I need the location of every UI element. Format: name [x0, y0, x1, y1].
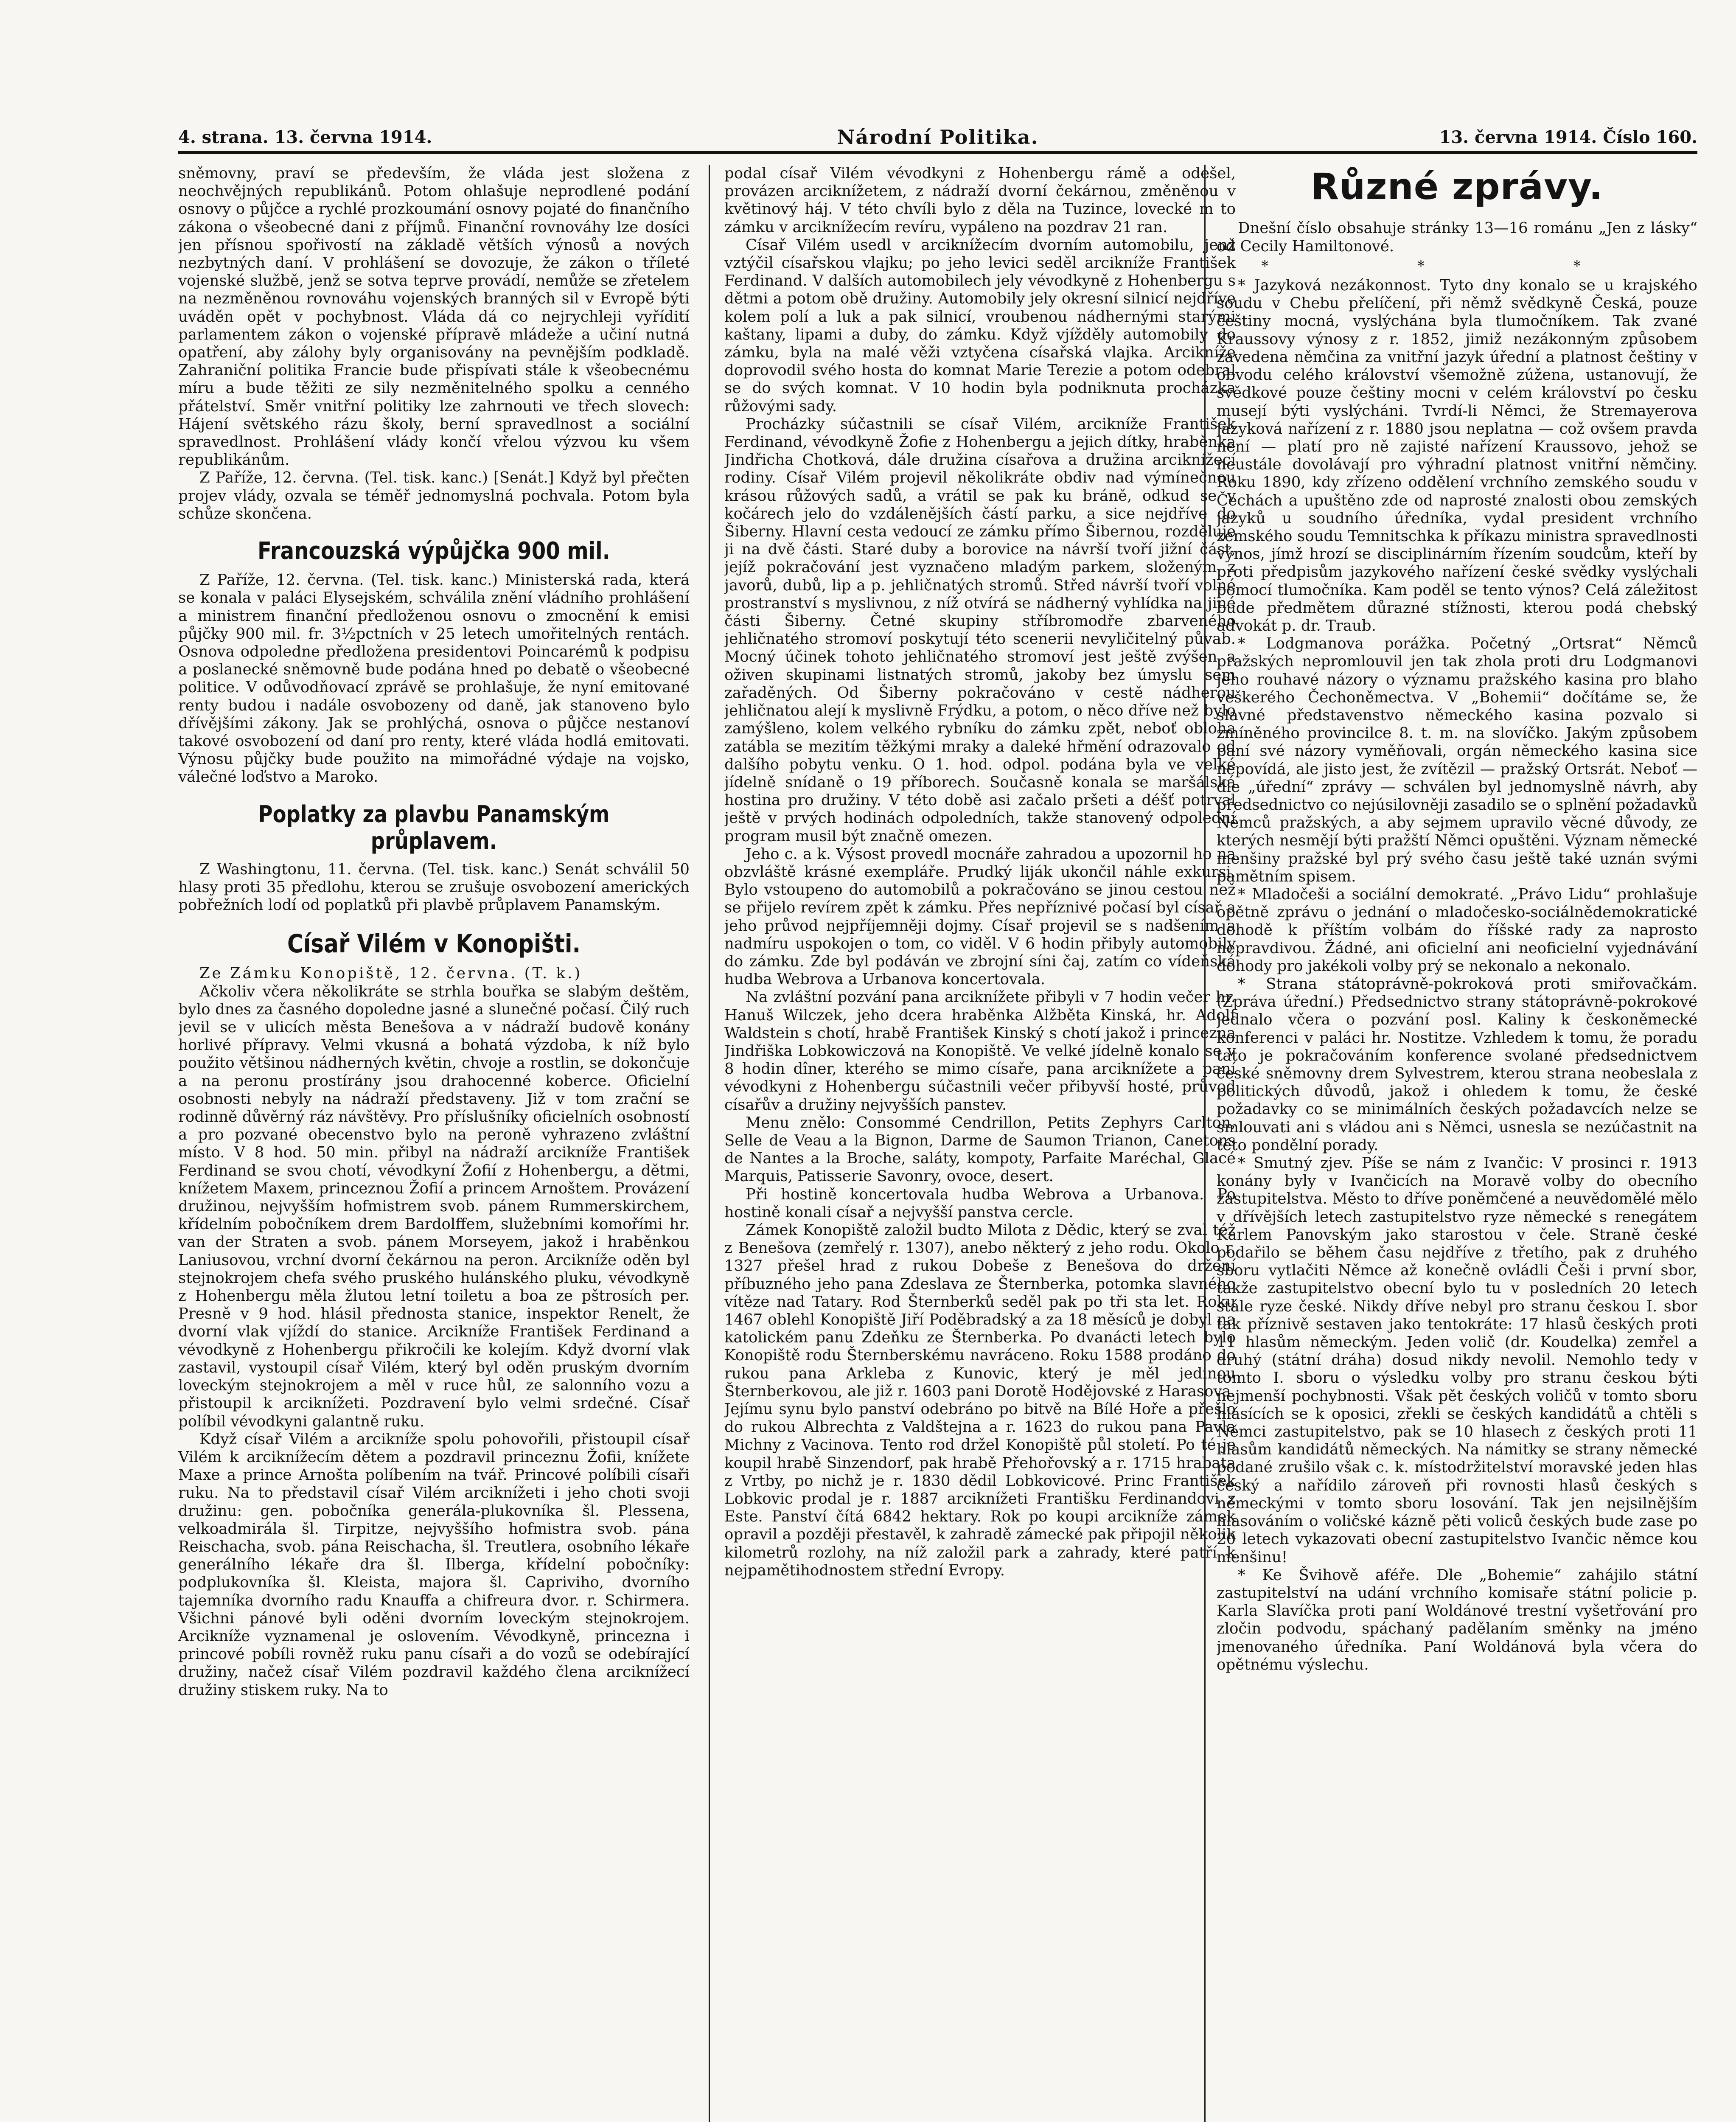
article-paragraph: Na zvláštní pozvání pana arciknížete přibyli v 7 hodin večer hr. Hanuš Wilczek, jeho dcera hraběnka Alžběta Kinská, hr. Adolf Waldstein s chotí, hrabě František Kinský s chotí jakož i princezna Jindřiška Lobkowiczová na Konopiště. Ve velké jídelně konalo se v 8 hodin dîner, kterého se mimo císaře, pana arciknížete a paní vévodkyni z Hohenbergu súčastnili večer přibyvší hosté, průvod císařův a družiny nejvyšších panstev. [724, 988, 1236, 1114]
article-paragraph: Jeho c. a k. Výsost provedl mocnáře zahradou a upozornil ho na obzvláště krásné exempláře. Prudký liják ukončil náhle exkursi. Bylo vstoupeno do automobilů a pokračováno se jinou cestou než se přijelo revírem zpět k zámku. Přes nepříznivé počasí byl císař a jeho průvod nejpříjemněji dojmy. Císař projevil se s nadšením a nadmíru uspokojen o tom, co viděl. V 6 hodin přibyly automobily do zámku. Zde byl podáván ve zbrojní síni čaj, zatím co vídeňská hudba Webrova a Urbanova koncertovala. [724, 845, 1236, 988]
column-3 [1217, 165, 1697, 2122]
column-divider [709, 165, 710, 2122]
newspaper-title: Národní Politika. [837, 126, 1039, 149]
article-paragraph: Když císař Vilém a arcikníže spolu pohovořili, přistoupil císař Vilém k arciknížecím dětem a pozdravil princeznu Žofii, knížete Maxe a prince Arnošta políbením na tvář. Princové políbili císaři ruku. Na to představil císař Vilém arciknížeti i jeho choti svoji družinu: gen. pobočníka generála-plukovníka šl. Plessena, velkoadmirála šl. Tirpitze, nejvyššího hofmistra svob. pána Reischacha, svob. pána Reischacha, šl. Treutlera, osobního lékaře generálního lékaře dra šl. Ilberga, křídelní pobočníky: podplukovníka šl. Kleista, majora šl. Capriviho, dvorního tajemníka dvorního radu Knauffa a chifreura dvor. r. Schirmera. Všichni pánové byli oděni dvorním loveckým stejnokrojem. Arcikníže vyznamenal je oslovením. Vévodkyně, princezna i princové pobíli rovněž ruku panu císaři a do vozů se odebírající družiny, načež císař Vilém pozdravil každého člena arciknížecí družiny stiskem ruky. Na to [178, 1430, 690, 1699]
article-paragraph: Z Paříže, 12. června. (Tel. tisk. kanc.) Ministerská rada, která se konala v paláci Elysejském, schválila znění vládního prohlášení a ministrem finanční předloženou osnovu o zmocnění k emisi půjčky 900 mil. fr. 3½pctních v 25 letech umořitelných rentách. Osnova odpoledne předložena presidentovi Poincarémů k podpisu a poslanecké sněmovně bude podána hned po debatě o všeobecné politice. V odůvodňovací zprávě se prohlašuje, že nyní emitované renty budou i nadále osvobozeny od daně, jak stanoveno bylo dřívějšími zákony. Jak se prohlýchá, osnova o půjčce nestanoví takové osvobození od daní pro renty, které vláda hodlá emitovati. Výnosu půjčky bude použito na mimořádné výdaje na vojsko, válečné loďstvo a Maroko. [178, 571, 690, 786]
article-paragraph: Dnešní číslo obsahuje stránky 13—16 románu „Jen z lásky“ od Cecily Hamiltonové. [1217, 219, 1697, 255]
page-number-date: 4. strana. 13. června 1914. [178, 127, 432, 147]
news-item: * Smutný zjev. Píše se nám z Ivančic: V prosinci r. 1913 konány byly v Ivančicích na Moravě volby do obecního zastupitelstva. Město to dříve poněmčené a neuvědomělé mělo v dřívějších letech zastupitelstvo ryze německé s renegátem Karlem Panovským jako starostou v čele. Straně české podařilo se během času nejdříve z třetího, pak z druhého sboru vytlačiti Němce až konečně ovládli Češi i první sbor, takže zastupitelstvo obecní bylo tu v posledních 20 letech stále ryze české. Nikdy dříve nebyl pro stranu českou I. sbor tak příznivě sestaven jako tentokráte: 17 hlasů českých proti 11 hlasům německým. Jeden volič (dr. Koudelka) zemřel a druhý (státní dráha) dosud nikdy nevolil. Nemohlo tedy v tomto I. sboru o výsledku volby pro stranu českou býti nejmenší pochybnosti. Však pět českých voličů v tomto sboru hlásících se k oposici, zřekli se českých kandidátů a chtěli s Němci zastupitelstvo, pak se 10 hlasech z českých proti 11 hlasům kandidátů německých. Na námitky se strany německé podané zrušilo však c. k. místodržitelství moravské jeden hlas český a nařídilo zároveň při rovnosti hlasů českých s německými v tomto sboru losování. Tak jen nejsilnějším hlasováním o voličské kázně pěti voliců českých bude zase po 20 letech vykazovati obecní zastupitelstvo Ivančic němce kou menšinu! [1217, 1154, 1697, 1566]
news-item: * Lodgmanova porážka. Početný „Ortsrat“ Němců pražských nepromlouvil jen tak zhola proti dru Lodgmanovi jeho rouhavé názory o významu pražského kasina pro blaho veškerého Čechoněmectva. V „Bohemii“ dočítáme se, že slavné představenstvo německého kasina pozvalo si zmíněného provincilce 8. t. m. na slovíčko. Jakým způsobem paní své názory vyměňovali, orgán německého kasina sice nepovídá, ale jisto jest, že zvítězil — pražský Ortsrát. Neboť — dle „úřední“ zprávy — schválen byl jednomyslně návrh, aby předsednictvo co nejúsilovněji zasadilo se o splnění požadavků Němců pražských, a aby sejmem upravilo věcné důvody, ze kterých nesmějí býti pražští Němci opuštěni. Význam německé menšiny pražské byl prý svého času ještě také uznán svými pamětním spisem. [1217, 635, 1697, 885]
section-heading: Různé zprávy. [1311, 166, 1603, 208]
article-paragraph: Menu znělo: Consommé Cendrillon, Petits Zephyrs Carlton, Selle de Veau a la Bignon, Darme de Saumon Trianon, Canetons de Nantes a la Broche, saláty, kompoty, Parfaite Maréchal, Glacé Marquis, Patisserie Savonry, ovoce, desert. [724, 1114, 1236, 1185]
news-item: * Mladočeši a sociální demokraté. „Právo Lidu“ prohlašuje opětně zprávu o jednání o mladočesko-sociálnědemokratické dohodě k příštím volbám do říšské rady za naprosto nepravdivou. Žádné, ani oficielní ani neoficielní vyjednávání dohody pro jakékoli volby prý se nekonalo a nekonalo. [1217, 885, 1697, 975]
article-heading: Poplatky za plavbu Panamským průplavem. [258, 800, 610, 855]
page-header [178, 126, 1697, 154]
news-item: * Jazyková nezákonnost. Tyto dny konalo se u krajského soudu v Chebu přelíčení, při němž svědkyně Česká, pouze češtiny mocná, vyslýchána byla tlumočníkem. Tak zvané Kraussovy výnosy z r. 1852, jimiž nezákonným způsobem zavedena němčina za vnitřní jazyk úřední a platnost češtiny v obvodu celého království všemožně zúžena, ustanovují, že svědkové pouze češtiny mocni v celém království po česku musejí býti vyslýcháni. Tvrdí-li Němci, že Stremayerova jazyková nařízení z r. 1880 jsou neplatna — což ovšem pravda není — platí pro ně zajisté nařízení Kraussovo, jehož se neustále dovolávají pro výhradní platnost vnitřní němčiny. Roku 1890, kdy zřízeno oddělení vrchního zemského soudu v Čechách a upuštěno zde od naprosté znalosti obou zemských jazyků u soudního úředníka, vydal president vrchního zemského soudu Temnitschka k příkazu ministra spravedlnosti výnos, jímž hrozí se disciplinárním řízením soudcům, kteří by proti předpisům jazykového nařízení české svědky vyslýchali pomocí tlumočníka. Kam poděl se tento výnos? Celá záležitost bude předmětem důrazné stížnosti, kterou podá chebský advokát p. dr. Traub. [1217, 277, 1697, 634]
article-paragraph: sněmovny, praví se především, že vláda jest složena z neochvějných republikánů. Potom ohlašuje neprodlené podání osnovy o půjčce a rychlé prozkoumání osnovy pojaté do finančního zákona o všeobecné dani z příjmů. Finanční rovnováhy lze dosíci jen přísnou spořivostí na základě větších výnosů a nových nezbytných daní. V prohlášení se dovozuje, že zákon o tříleté vojenské službě, jenž se sotva teprve provádí, nemůže se zřetelem na nezměněnou rovnováhu vojenských branných sil v Evropě býti uváděn opět v pochybnost. Vláda dá co nejrychleji vyřídití parlamentem zákon o vojenské přípravě mládeže a učiní nutná opatření, aby zálohy byly organisovány na pevnějším podkladě. Zahraniční politika Francie bude přispívati stále k všeobecnému míru a bude těžiti ze sily nezměnitelného spolku a cenného přátelství. Směr vnitřní politiky lze zahrnouti ve třech slovech: Hájení světského rázu školy, berní spravedlnost a sociální spravedlnost. Prohlášení vlády končí vřelou výzvou ku všem republikánům. [178, 165, 690, 469]
column-1 [178, 165, 690, 2122]
article-heading: Císař Vilém v Konopišti. [287, 929, 581, 959]
article-paragraph: Při hostině koncertovala hudba Webrova a Urbanova. Po hostině konali císař a nejvyšší panstva cercle. [724, 1185, 1236, 1221]
article-paragraph: podal císař Vilém vévodkyni z Hohenbergu rámě a odešel, provázen arciknížetem, z nádraží dvorní čekárnou, změněnou v květinový háj. V této chvíli bylo z děla na Tuzince, lovecké m to zámku v arciknížecím revíru, vypáleno na pozdrav 21 ran. [724, 165, 1236, 236]
article-paragraph: Ačkoliv včera několikráte se strhla bouřka se slabým deštěm, bylo dnes za časného dopoledne jasné a slunečné počasí. Čilý ruch jevil se v ulicích města Benešova a v nádraží budově konány horlivé přípravy. Velmi vkusná a bohatá výzdoba, k níž bylo použito většinou nádherných květin, chvoje a rostlin, se dokončuje a na peronu prostírány jsou drahocenné koberce. Oficielní osobnosti nebyly na nádraží představeny. Již v tom zrační se rodinně důvěrný ráz návštěvy. Pro příslušníky oficielních osobností a pro pozvané obecenstvo bylo na peroně vyhrazeno zvláštní místo. V 8 hod. 50 min. přibyl na nádraží arcikníže František Ferdinand se svou chotí, vévodkyní Žofií z Hohenbergu, a dětmi, knížetem Maxem, princeznou Žofií a princem Arnoštem. Provázení družinou, nejvyšším hofmistrem svob. pánem Rummerskirchem, křídelním pobočníkem drem Bardolffem, služebními komořími hr. van der Straten a svob. pánem Morseyem, jakož i hraběnkou Laniusovou, vrchní dvorní čekárnou na peron. Arcikníže oděn byl stejnokrojem chefa svého pruského hulánského pluku, vévodkyně z Hohenbergu měla žlutou letní toiletu a boa ze pštrosích per. Presně v 9 hod. hlásil přednosta stanice, inspektor Renelt, že dvorní vlak vjíždí do stanice. Arcikníže František Ferdinand a vévodkyně z Hohenbergu přikročili ke kolejím. Když dvorní vlak zastavil, vystoupil císař Vilém, který byl oděn pruským dvorním loveckým stejnokrojem a měl v ruce hůl, ze salonního vozu a přistoupil k arciknížeti. Pozdravení bylo velmi srdečné. Císař políbil vévodkyni galantně ruku. [178, 982, 690, 1430]
column-2 [724, 165, 1236, 2122]
article-paragraph: Císař Vilém usedl v arciknížecím dvorním automobilu, jenž vztýčil císařskou vlajku; po jeho levici seděl arcikníže František Ferdinand. V dalších automobilech jely vévodkyně z Hohenbergu s dětmi a potom obě družiny. Automobily jely okresní silnicí nejdříve kolem polí a luk a pak silnicí, vroubenou nádhernými starými kaštany, lipami a duby, do zámku. Když vjížděly automobily do zámku, byla na malé věži vztyčena císařská vlajka. Arcikníže doprovodil svého hosta do komnat Marie Terezie a potom odebral se do svých komnat. V 10 hodin byla podniknuta procházka růžovými sady. [724, 236, 1236, 415]
article-paragraph: Z Paříže, 12. června. (Tel. tisk. kanc.) [Senát.] Když byl přečten projev vlády, ozvala se téměř jednomyslná pochvala. Potom byla schůze skončena. [178, 469, 690, 522]
article-heading: Francouzská výpůjčka 900 mil. [258, 537, 610, 565]
article-paragraph: Procházky súčastnili se císař Vilém, arcikníže František Ferdinand, vévodkyně Žofie z Hohenbergu a jejich dítky, hraběnka Jindřicha Chotková, dále družina císařova a družina arciknížecí rodiny. Císař Vilém projevil několikráte obdiv nad výmínečnou krásou růžových sadů, a vrátil se pak ku bráně, odkud se v kočárech jelo do vzdálenějších částí parku, a sice nejdříve do Šiberny. Hlavní cesta vedoucí ze zámku přímo Šibernou, rozděluje ji na dvě části. Staré duby a borovice na návrší tvoří jižní část, jejíž pokračování jest vyznačeno mladým parkem, složeným z javorů, dubů, lip a p. jehličnatých stromů. Střed návrší tvoří volné prostranství s myslivnou, z níž otvírá se nádherný vyhlídka na jiné části Šiberny. Četné skupiny stříbromodře zbarveného jehličnatého stromoví poskytují této scenerii nevyličitelný půvab. Mocný účinek tohoto jehličnatého stromoví jest ještě zvýšen a oživen skupinami listnatých stromů, jakoby bez úmyslu sem zařaděných. Od Šiberny pokračováno v cestě nádherou jehličnatou alejí k myslivně Frýdku, a potom, o něco dříve než bylo zamýšleno, kolem velkého rybníku do zámku zpět, neboť obloha zatábla se mezitím těžkými mraky a daleké hřmění odrazovalo od dalšího pobytu venku. O 1. hod. odpol. podána byla ve velké jídelně snídaně o 19 příborech. Současně konala se maršálská hostina pro družiny. V této době asi začalo pršeti a déšť potrval ještě v prvých hodinách odpoledních, takže stanovený odpolední program musil být značně omezen. [724, 415, 1236, 845]
separator-stars: * * * [1261, 257, 1653, 275]
article-paragraph: Zámek Konopiště založil budto Milota z Dědic, který se zval též z Benešova (zemřelý r. 1307), anebo některý z jeho rodu. Okolo r. 1327 přešel hrad z rukou Dobeše z Benešova do držení příbuzného jeho pana Zdeslava ze Šternberka, potomka slavného vítěze nad Tatary. Rod Šternberků seděl pak po tři sta let. Roku 1467 oblehl Konopiště Jiří Poděbradský a za 18 měsíců je dobyl na katolickém panu Zdeňku ze Šternberka. Po dvanácti letech bylo Konopiště rodu Šternberskému navráceno. Roku 1588 prodáno do rukou pana Arkleba z Kunovic, který je měl jedinou Šternberkovou, ale již r. 1603 pani Dorotě Hodějovské z Harasova. Jejímu synu bylo panství odebráno po bitvě na Bílé Hoře a přešlo do rukou Albrechta z Valdštejna a r. 1623 do rukou pana Pavla Michny z Vacinova. Tento rod držel Konopiště půl století. Po té je koupil hrabě Sinzendorf, pak hrabě Přehořovský a r. 1715 hrabata z Vrtby, po nichž je r. 1830 dědil Lobkovicové. Princ František Lobkovic prodal je r. 1887 arciknížeti Františku Ferdinandovi z Este. Panství čítá 6842 hektary. Rok po koupi arcikníže zámek opravil a později přestavěl, k zahradě zámecké pak připojil několik kilometrů rozlohy, na níž založil park a zahrady, které patří k nejpamětihodnostem střední Evropy. [724, 1221, 1236, 1579]
dateline: Ze Zámku Konopiště, 12. června. (T. k.) [199, 965, 583, 982]
issue-number: 13. června 1914. Číslo 160. [1439, 127, 1697, 147]
news-item: * Strana státoprávně-pokroková proti smiřovačkám. (Zpráva úřední.) Předsednictvo strany státoprávně-pokrokové jednalo včera o pozvání posl. Kaliny k českoněmecké konferenci v paláci hr. Nostitze. Vzhledem k tomu, že poradu tato je pokračováním konference svolané předsednictvem české sněmovny drem Sylvestrem, kterou strana neobeslala z politických důvodů, jakož i ohledem k tomu, že české požadavky co se minimálních českých požadavcích nelze se smlouvati ani s vládou ani s Němci, usnesla se nezúčastnit na této pondělní porady. [1217, 975, 1697, 1154]
article-paragraph: Z Washingtonu, 11. června. (Tel. tisk. kanc.) Senát schválil 50 hlasy proti 35 předlohu, kterou se zrušuje osvobození amerických pobřežních lodí od poplatků při plavbě průplavem Panamským. [178, 861, 690, 914]
news-item: * Ke Švihově aféře. Dle „Bohemie“ zahájilo státní zastupitelství na udání vrchního komisaře státní policie p. Karla Slavíčka proti paní Woldánové trestní vyšetřování pro zločin podvodu, spáchaný padělaním směnky na jméno jmenovaného úředníka. Paní Woldánová byla včera do opětnému výslechu. [1217, 1566, 1697, 1673]
